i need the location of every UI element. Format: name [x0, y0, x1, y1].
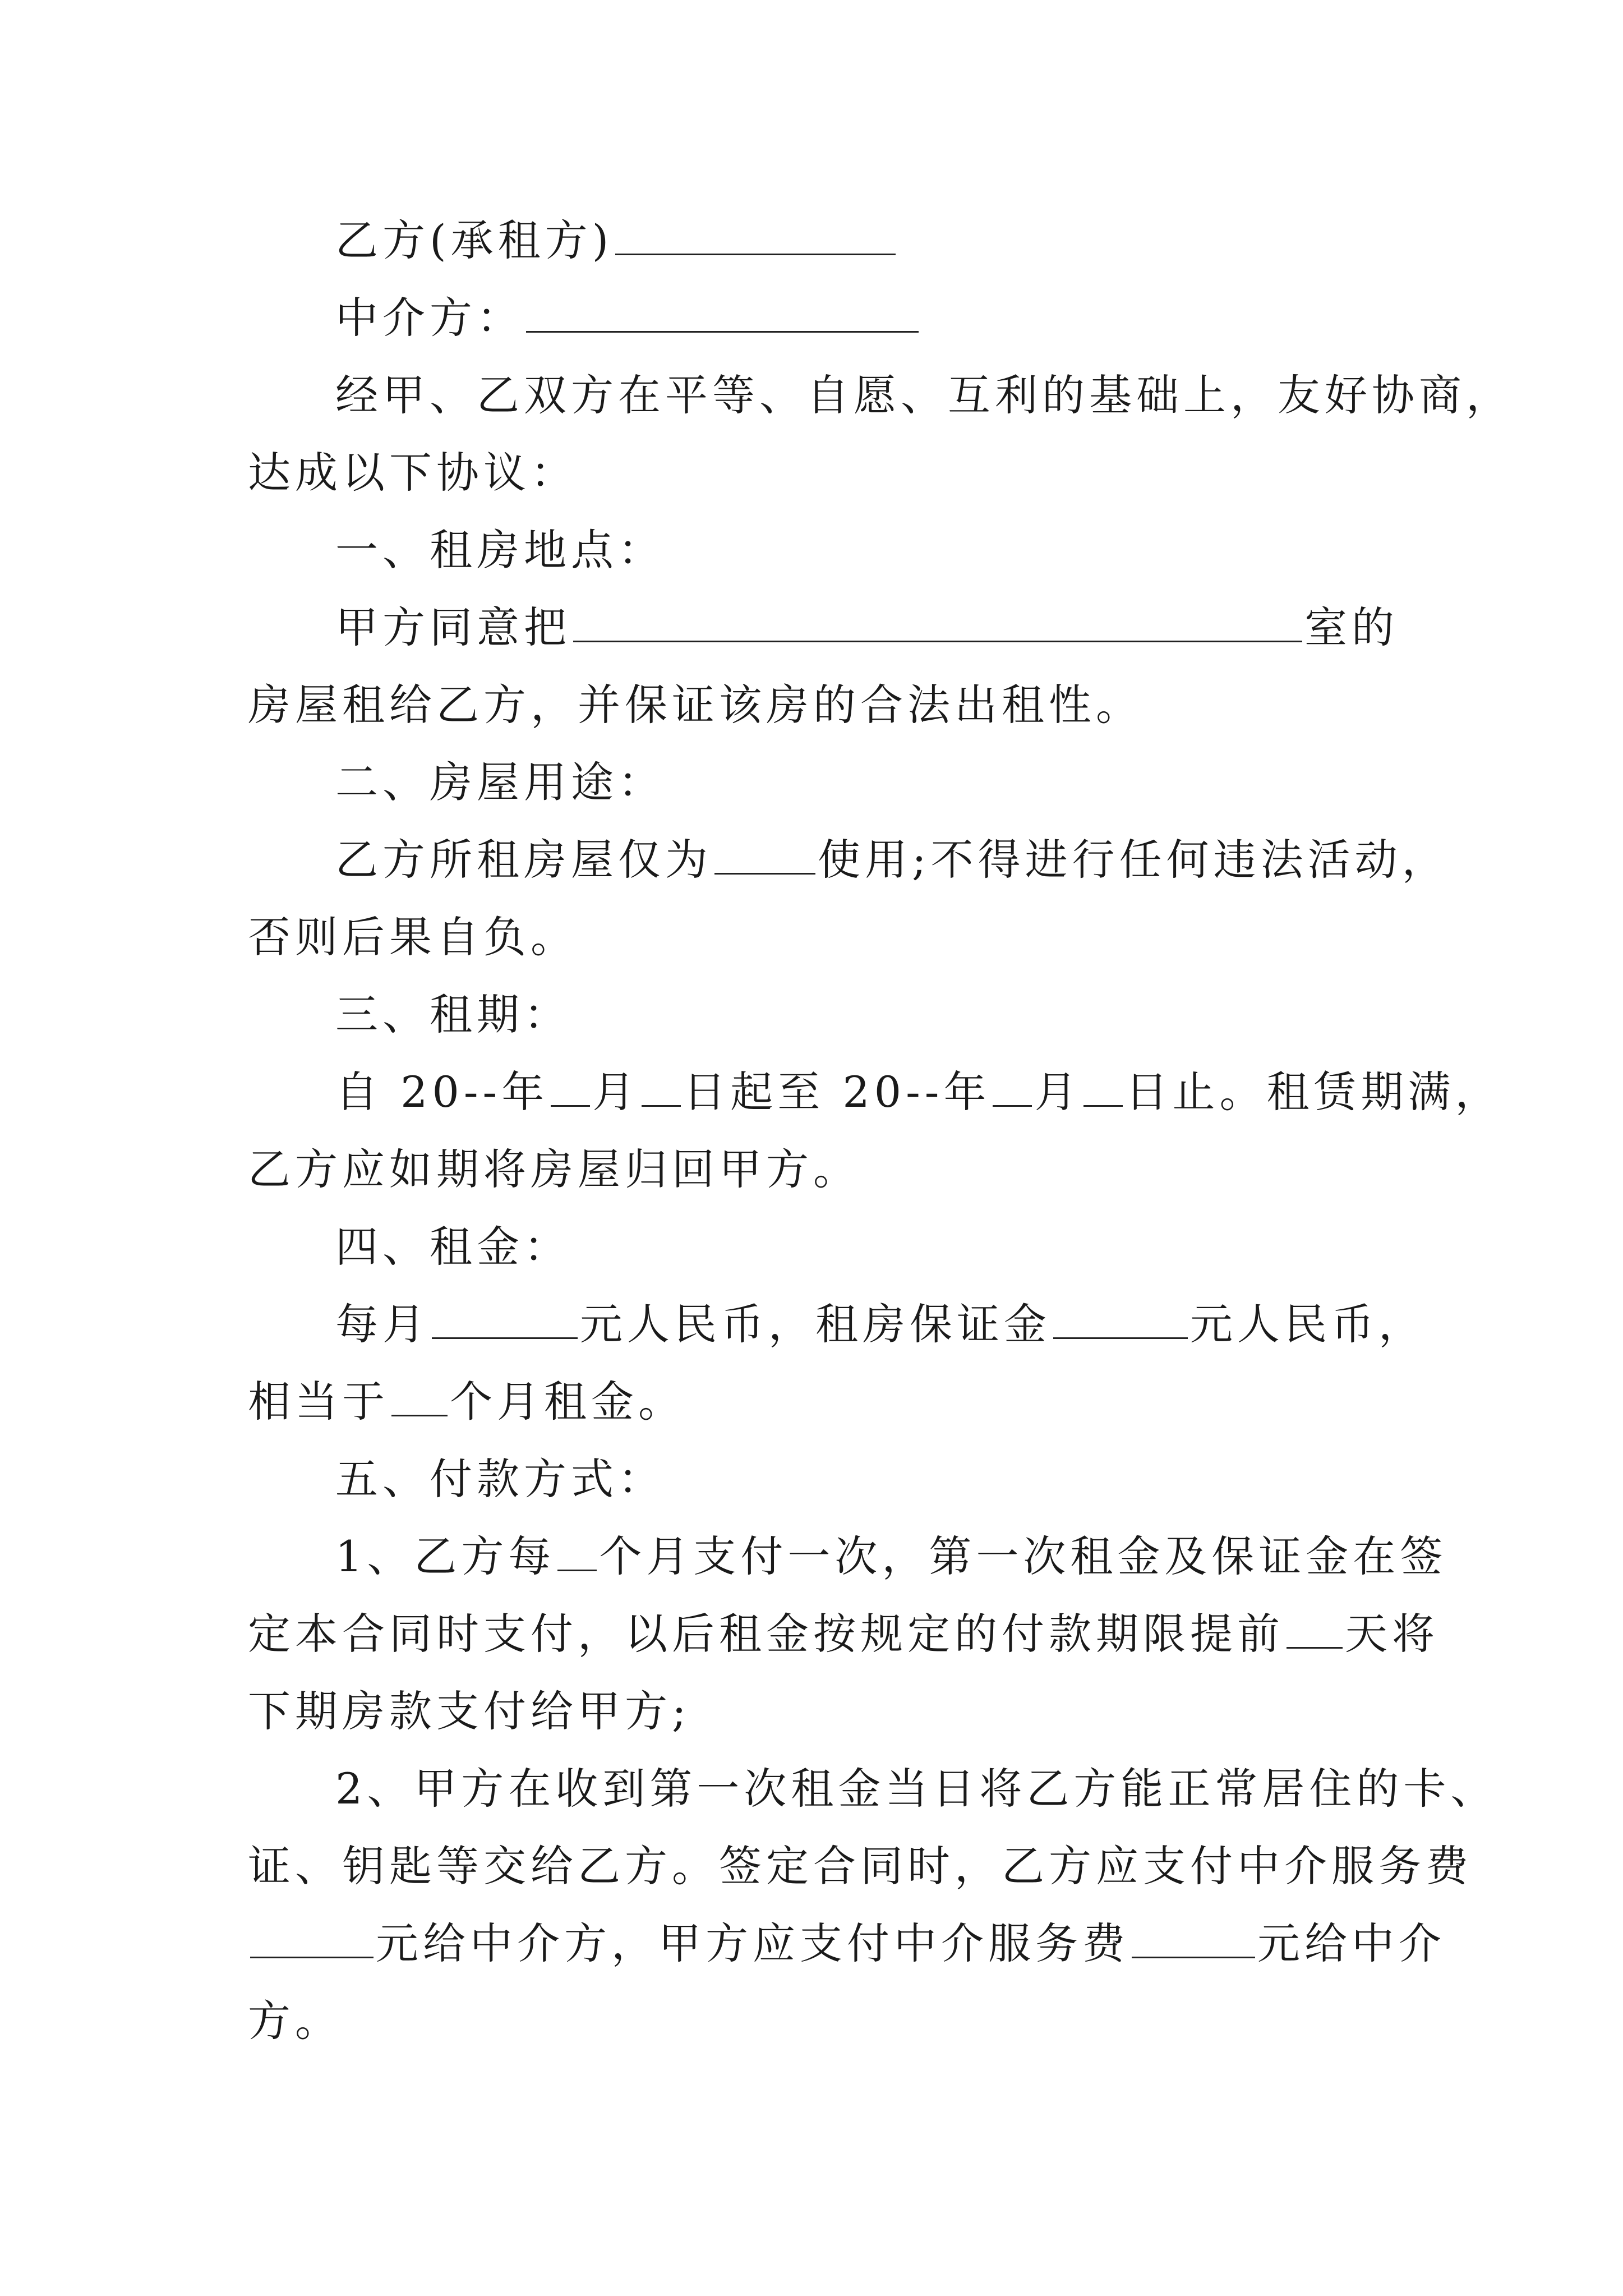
section-5-title	[248, 1441, 1386, 1518]
section-3-text-f: 乙方应如期将房屋归回甲方。	[248, 1144, 860, 1194]
section-2-text-c: 否则后果自负。	[248, 912, 578, 962]
section-4-line-2	[248, 1363, 1386, 1441]
section-2-text-b: 使用;不得进行任何违法活动，	[818, 835, 1449, 885]
advance-days-blank	[1287, 1610, 1343, 1649]
section-5-1-text-d: 天将	[1345, 1609, 1439, 1659]
section-5-1-text-b: 个月支付一次，第一次租金及保证金在签	[599, 1531, 1447, 1581]
section-3-text-d: 月	[1034, 1067, 1082, 1117]
agent-label: 中介方：	[335, 293, 524, 343]
section-1-text-a: 甲方同意把	[335, 602, 571, 652]
contract-body	[248, 202, 1513, 2060]
section-5-2-text-b: 证、钥匙等交给乙方。签定合同时，乙方应支付中介服务费	[248, 1841, 1473, 1891]
start-month-blank	[551, 1068, 590, 1107]
section-3-line-2	[248, 1131, 1386, 1208]
section-3-title-text: 三、租期：	[335, 990, 571, 1039]
address-blank	[573, 604, 1302, 642]
section-2-text-a: 乙方所租房屋仅为	[335, 835, 712, 885]
party-b-line	[248, 202, 1386, 279]
section-4-line-1	[248, 1286, 1426, 1363]
section-1-title-text: 一、租房地点：	[335, 525, 665, 575]
payment-frequency-blank	[557, 1533, 597, 1571]
intro-line-2	[248, 434, 1386, 512]
section-2-line-1	[248, 821, 1449, 899]
section-1-line-2	[248, 666, 1386, 744]
intro-line-1	[248, 357, 1513, 434]
section-3-text-c: 日起至 20--年	[683, 1067, 991, 1117]
party-b-blank	[615, 217, 896, 255]
usage-blank	[714, 836, 815, 875]
section-5-2-text-e: 方。	[248, 1996, 342, 2046]
section-5-2-text-a: 2、甲方在收到第一次租金当日将乙方能正常居住的卡、	[335, 1764, 1498, 1814]
section-4-title	[248, 1208, 1386, 1286]
section-5-1-text-c: 定本合同时支付，以后租金按规定的付款期限提前	[248, 1609, 1284, 1659]
section-3-title	[248, 976, 1386, 1053]
section-2-title-text: 二、房屋用途：	[335, 757, 665, 807]
agent-line	[248, 279, 1386, 357]
section-5-item-2-line-1	[248, 1750, 1498, 1828]
section-4-text-b: 元人民币，租房保证金	[580, 1299, 1051, 1349]
section-5-1-text-e: 下期房款支付给甲方;	[248, 1686, 691, 1736]
deposit-months-blank	[391, 1378, 448, 1416]
intro-text-2: 达成以下协议：	[248, 448, 578, 498]
section-1-line-1	[248, 589, 1399, 666]
section-1-text-b: 室的	[1304, 602, 1399, 652]
deposit-blank	[1053, 1300, 1188, 1339]
landlord-fee-blank	[1132, 1920, 1255, 1958]
section-5-item-2-line-4	[248, 1982, 1386, 2060]
section-4-text-c: 元人民币，	[1190, 1299, 1426, 1349]
intro-text-1: 经甲、乙双方在平等、自愿、互利的基础上，友好协商，	[335, 370, 1513, 420]
section-3-text-b: 月	[592, 1067, 640, 1117]
monthly-rent-blank	[432, 1300, 578, 1339]
section-2-line-2	[248, 899, 1386, 976]
start-day-blank	[642, 1068, 681, 1107]
section-4-text-d: 相当于	[248, 1377, 389, 1427]
section-2-title	[248, 744, 1386, 821]
section-3-line-1	[248, 1053, 1502, 1131]
agent-blank	[526, 294, 919, 333]
section-5-2-text-d: 元给中介	[1257, 1918, 1446, 1968]
section-3-text-a: 自 20--年	[335, 1067, 549, 1117]
party-b-label: 乙方(承租方)	[335, 215, 614, 265]
section-5-item-2-line-3	[248, 1905, 1446, 1982]
section-5-title-text: 五、付款方式：	[335, 1454, 665, 1504]
section-3-text-e: 日止。租赁期满，	[1125, 1067, 1502, 1117]
section-1-title	[248, 512, 1386, 589]
section-5-item-1-line-3	[248, 1673, 1386, 1750]
section-4-title-text: 四、租金：	[335, 1222, 571, 1272]
section-1-text-c: 房屋租给乙方，并保证该房的合法出租性。	[248, 680, 1143, 730]
end-month-blank	[993, 1068, 1032, 1107]
section-5-item-2-line-2	[248, 1828, 1473, 1905]
section-4-text-a: 每月	[335, 1299, 430, 1349]
section-5-item-1-line-2	[248, 1595, 1439, 1673]
section-5-2-text-c: 元给中介方，甲方应支付中介服务费	[376, 1918, 1129, 1968]
end-day-blank	[1083, 1068, 1123, 1107]
section-5-item-1-line-1	[248, 1518, 1447, 1595]
section-4-text-e: 个月租金。	[450, 1377, 685, 1427]
tenant-fee-blank	[250, 1920, 374, 1958]
section-5-1-text-a: 1、乙方每	[335, 1531, 556, 1581]
